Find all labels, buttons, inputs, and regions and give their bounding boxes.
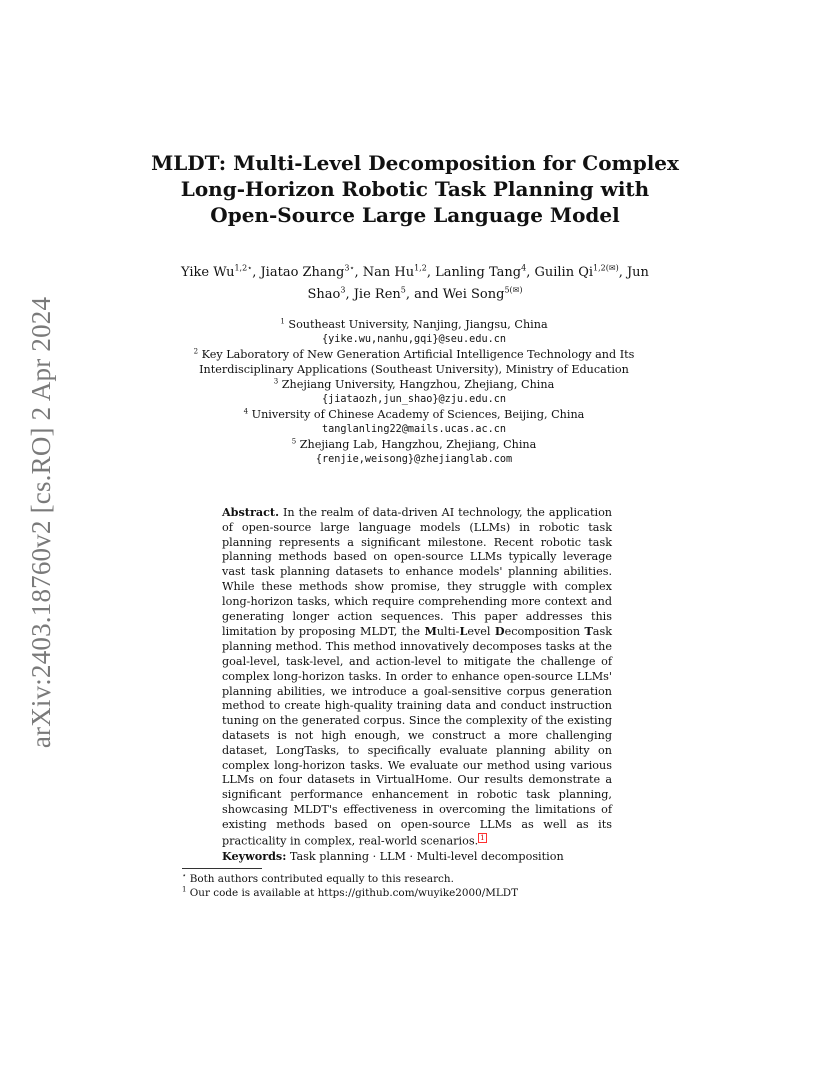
footnote-link-1[interactable]: 1 bbox=[480, 833, 485, 842]
author-name: Yike Wu bbox=[181, 265, 235, 280]
affiliation-2 bbox=[180, 347, 648, 362]
author-affil-mark: 3 bbox=[340, 285, 346, 295]
author-name: Lanling Tang bbox=[435, 265, 522, 280]
affil-number: 4 bbox=[243, 407, 249, 416]
footnote-equal-contribution bbox=[182, 872, 642, 886]
affil-text: Key Laboratory of New Generation Artificial Intelligence Technology and Its bbox=[201, 348, 635, 361]
affil-number: 2 bbox=[193, 347, 199, 356]
keywords bbox=[222, 849, 622, 864]
author-name: Jun Shao bbox=[307, 265, 649, 302]
author-name: Wei Song bbox=[442, 287, 505, 302]
author-name: Jie Ren bbox=[353, 287, 401, 302]
affil-number: 3 bbox=[273, 377, 279, 386]
affiliation-3 bbox=[180, 377, 648, 392]
affil-text: Zhejiang University, Hangzhou, Zhejiang, China bbox=[281, 378, 555, 391]
footnote-text: Our code is available at https://github.com/wuyike2000/MLDT bbox=[189, 887, 519, 899]
author-list: Yike $Wu^{1,2⋆}$, Jiatao Zhang$^{3⋆}$, Nan Hu$^{1,2}$, Lanling Tang$^4$, Guilin $Qi^{1,2(✉)}$, Jun Shao$^3$, Jie Ren$^5$, and Wei Song$^{5(✉)}$ bbox=[181, 263, 649, 302]
acronym-t: T bbox=[584, 624, 593, 639]
arxiv-stamp-text: arXiv:2403.18760v2 [cs.RO] 2 Apr 2024 bbox=[26, 296, 57, 748]
author-affil-mark: 1,2 bbox=[414, 263, 427, 273]
title-line-3: Open-Source Large Language Model bbox=[210, 203, 620, 227]
affiliation-1 bbox=[180, 317, 648, 332]
acronym-d: D bbox=[494, 624, 505, 639]
author-affil-mark: 3⋆ bbox=[344, 263, 355, 273]
author-name: Nan Hu bbox=[362, 265, 415, 280]
acronym-m-rest: ulti- bbox=[436, 625, 460, 639]
author-affil-mark: 1,2(✉) bbox=[593, 263, 619, 273]
affiliations bbox=[180, 317, 648, 467]
footnote-divider bbox=[182, 868, 262, 869]
acronym-l: L bbox=[459, 624, 468, 639]
acronym-m: M bbox=[424, 624, 437, 639]
affiliation-5 bbox=[180, 437, 648, 452]
affiliation-4-email: tanglanling22@mails.ucas.ac.cn bbox=[321, 424, 506, 435]
title-line-1: MLDT: Multi-Level Decomposition for Complex bbox=[151, 151, 679, 175]
abstract-text-part-2: This method innovatively decomposes tasks at the goal-level, task-level, and action-level to mitigate the challenge of complex long-horizon tasks. In order to enhance open-source LLMs' planning abilities, we introduce a goal-sensitive corpus generation method to create high-quality training data and conduct instruction tuning on the generated corpus. Since the complexity of the existing datasets is not high enough, we construct a more challenging dataset, LongTasks, to specifically evaluate planning ability on complex long-horizon tasks. We evaluate our method using various LLMs on four datasets in VirtualHome. Our results demonstrate a significant performance enhancement in robotic task planning, showcasing MLDT's effectiveness in overcoming the limitations of existing methods based on open-source LLMs as well as its practicality in complex, real-world scenarios. bbox=[222, 640, 612, 848]
acronym-d-rest: ecomposition bbox=[504, 625, 585, 639]
title-line-2: Long-Horizon Robotic Task Planning with bbox=[180, 177, 650, 201]
keywords-text: Task planning · LLM · Multi-level decomposition bbox=[289, 850, 564, 863]
affil-number: 5 bbox=[291, 437, 297, 446]
acronym-t-rest: ask planning method. bbox=[222, 625, 612, 654]
arxiv-stamp bbox=[22, 292, 62, 752]
abstract-text-part-1: In the realm of data-driven AI technology, the application of open-source large language models (LLMs) in robotic task planning represents a significant milestone. Recent robotic task planning methods based on open-source LLMs typically leverage vast task planning datasets to enhance models' planning abilities. While these methods show promise, they struggle with complex long-horizon tasks, which require comprehending more context and generating longer action sequences. This paper addresses this limitation by proposing MLDT, the bbox=[222, 506, 613, 639]
acronym-l-rest: evel bbox=[467, 625, 495, 639]
affil-text: University of Chinese Academy of Sciences, Beijing, China bbox=[251, 408, 585, 421]
footnote-code bbox=[182, 886, 642, 900]
author-affil-mark: 5 bbox=[400, 285, 406, 295]
footnote-mark: 1 bbox=[182, 885, 187, 894]
author-affil-mark: 1,2⋆ bbox=[234, 263, 253, 273]
author-name: Jiatao Zhang bbox=[260, 265, 345, 280]
affiliation-2-line-2: Interdisciplinary Applications (Southeast University), Ministry of Education bbox=[199, 363, 629, 376]
affiliation-5-email: {renjie,weisong}@zhejianglab.com bbox=[315, 454, 513, 465]
affiliation-4 bbox=[180, 407, 648, 422]
footnote-mark: ⋆ bbox=[182, 871, 187, 880]
author-affil-mark: 4 bbox=[521, 263, 527, 273]
paper-title bbox=[150, 150, 680, 228]
affil-number: 1 bbox=[280, 317, 285, 326]
footnotes bbox=[182, 872, 642, 900]
affiliation-1-email: {yike.wu,nanhu,gqi}@seu.edu.cn bbox=[321, 334, 506, 345]
keywords-label: Keywords: bbox=[222, 849, 287, 863]
abstract-heading: Abstract. bbox=[222, 505, 279, 519]
affil-text: Southeast University, Nanjing, Jiangsu, China bbox=[288, 318, 548, 331]
affiliation-3-email: {jiataozh,jun_shao}@zju.edu.cn bbox=[321, 394, 506, 405]
author-affil-mark: 5(✉) bbox=[504, 285, 523, 295]
author-name: Guilin Qi bbox=[534, 265, 594, 280]
footnote-text: Both authors contributed equally to this research. bbox=[189, 873, 454, 885]
abstract bbox=[222, 505, 612, 849]
affil-text: Zhejiang Lab, Hangzhou, Zhejiang, China bbox=[299, 438, 537, 451]
